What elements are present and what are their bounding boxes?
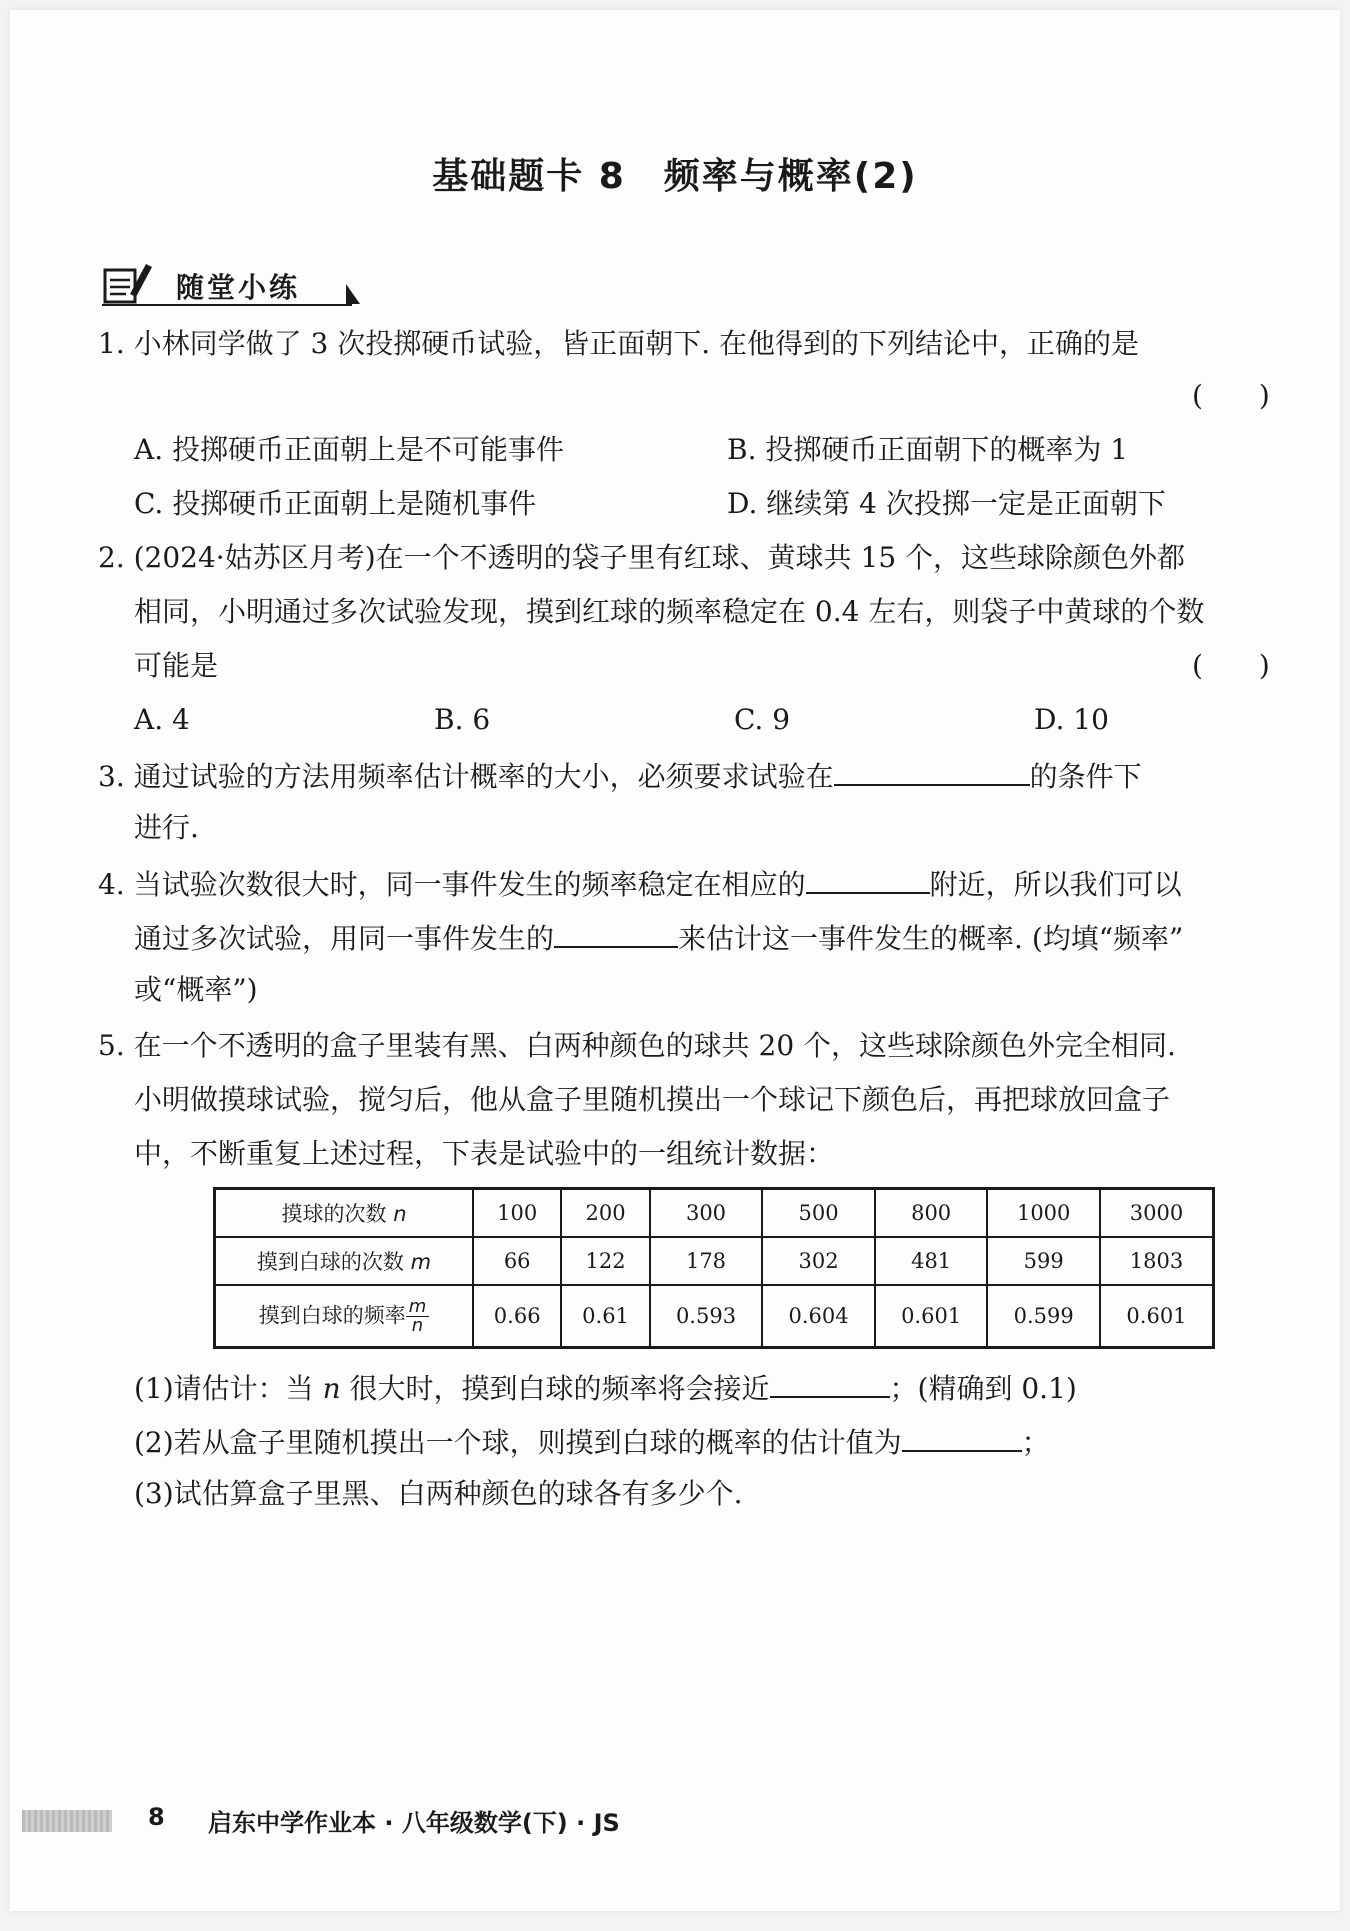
table-cell: 3000: [1100, 1189, 1214, 1238]
table-cell: 1803: [1100, 1237, 1214, 1285]
section-header: [102, 260, 362, 308]
q5-sub-2: (2)若从盒子里随机摸出一个球，则摸到白球的概率的估计值为 ；: [134, 1420, 1050, 1463]
q4-text-b: 附近，所以我们可以: [929, 868, 1182, 901]
table-cell: 200: [561, 1189, 649, 1238]
table-cell: 481: [875, 1237, 988, 1285]
q5-line-1: 5. 在一个不透明的盒子里装有黑、白两种颜色的球共 20 个，这些球除颜色外完全相同.: [98, 1029, 1176, 1062]
q4-text-c: 通过多次试验，用同一事件发生的: [134, 922, 555, 955]
q4-blank-1[interactable]: [806, 862, 930, 894]
book-title: 启东中学作业本 · 八年级数学(下) · JS: [208, 1809, 620, 1837]
q2-line-1: 2. (2024·姑苏区月考)在一个不透明的袋子里有红球、黄球共 15 个，这些球除颜色外都: [98, 541, 1186, 574]
q2-line-2: 相同，小明通过多次试验发现，摸到红球的频率稳定在 0.4 左右，则袋子中黄球的个数: [134, 595, 1205, 628]
q1-option-d: D. 继续第 4 次投掷一定是正面朝下: [727, 487, 1166, 520]
q5-sub2-blank[interactable]: [902, 1420, 1022, 1452]
q3-line-1: [98, 754, 1142, 797]
q4-blank-2[interactable]: [554, 916, 678, 948]
q5-sub-1: (1)请估计：当 n 很大时，摸到白球的频率将会接近 ；(精确到 0.1): [134, 1366, 1077, 1409]
table-cell: 1000: [987, 1189, 1100, 1238]
table-cell: 0.599: [987, 1285, 1100, 1348]
q4-line-2: [134, 916, 1183, 959]
q2-option-d: D. 10: [1034, 703, 1109, 736]
q1-answer-paren[interactable]: ( ): [1192, 379, 1270, 412]
row-label-white-frequency: 摸到白球的频率 $\frac{m}{n}$: [215, 1285, 474, 1348]
q4-line-3: 或“概率”): [134, 973, 258, 1006]
table-cell: 0.604: [762, 1285, 875, 1348]
q3-line-2: 进行.: [134, 811, 199, 844]
table-cell: 66: [473, 1237, 561, 1285]
table-row: [215, 1237, 1214, 1285]
experiment-data-table: [213, 1187, 1215, 1349]
table-cell: 0.66: [473, 1285, 561, 1348]
row-label-white-count: 摸到白球的次数 m: [215, 1237, 474, 1285]
footer-bar: [22, 1810, 112, 1832]
table-row: [215, 1189, 1214, 1238]
table-cell: 178: [650, 1237, 763, 1285]
fraction-m-over-n: $\frac{m}{n}$: [406, 1298, 430, 1335]
table-cell: 122: [561, 1237, 649, 1285]
q4-text-a: 4. 当试验次数很大时，同一事件发生的频率稳定在相应的: [98, 868, 806, 901]
table-cell: 500: [762, 1189, 875, 1238]
q3-blank[interactable]: [834, 754, 1030, 786]
page-title: 基础题卡 8 频率与概率(2): [432, 156, 918, 197]
table-row: [215, 1285, 1214, 1348]
q5-sub1-blank[interactable]: [770, 1366, 890, 1398]
table-cell: 0.601: [1100, 1285, 1214, 1348]
notepad-pencil-icon: [102, 260, 164, 306]
table-cell: 0.593: [650, 1285, 763, 1348]
table-cell: 0.61: [561, 1285, 649, 1348]
q5-line-2: 小明做摸球试验，搅匀后，他从盒子里随机摸出一个球记下颜色后，再把球放回盒子: [134, 1083, 1171, 1116]
q5-line-3: 中，不断重复上述过程，下表是试验中的一组统计数据：: [134, 1137, 835, 1170]
section-label: 随堂小练: [176, 271, 301, 304]
table-cell: 302: [762, 1237, 875, 1285]
q2-line-3: 可能是: [134, 649, 219, 682]
q2-option-b: B. 6: [434, 703, 491, 736]
page-number: 8: [148, 1803, 165, 1831]
q1-option-b: B. 投掷硬币正面朝下的概率为 1: [727, 433, 1129, 466]
triangle-marker-icon: [344, 278, 362, 304]
q5-sub-3: (3)试估算盒子里黑、白两种颜色的球各有多少个.: [134, 1477, 743, 1510]
q1-option-c: C. 投掷硬币正面朝上是随机事件: [134, 487, 537, 520]
q3-text-a: 3. 通过试验的方法用频率估计概率的大小，必须要求试验在: [98, 760, 834, 793]
table-cell: 599: [987, 1237, 1100, 1285]
row-label-draws: 摸球的次数 n: [215, 1189, 474, 1238]
q2-option-c: C. 9: [734, 703, 791, 736]
worksheet-page: [10, 10, 1340, 1911]
q2-answer-paren[interactable]: ( ): [1192, 649, 1270, 682]
q2-option-a: A. 4: [134, 703, 190, 736]
q1-stem: 1. 小林同学做了 3 次投掷硬币试验，皆正面朝下. 在他得到的下列结论中，正确的是: [98, 327, 1140, 360]
table-cell: 300: [650, 1189, 763, 1238]
q4-text-d: 来估计这一事件发生的概率. (均填“频率”: [678, 922, 1184, 955]
table-cell: 0.601: [875, 1285, 988, 1348]
q3-text-b: 的条件下: [1029, 760, 1142, 793]
table-cell: 100: [473, 1189, 561, 1238]
table-cell: 800: [875, 1189, 988, 1238]
q4-line-1: [98, 862, 1182, 905]
section-underline: [102, 304, 352, 306]
q1-option-a: A. 投掷硬币正面朝上是不可能事件: [134, 433, 565, 466]
